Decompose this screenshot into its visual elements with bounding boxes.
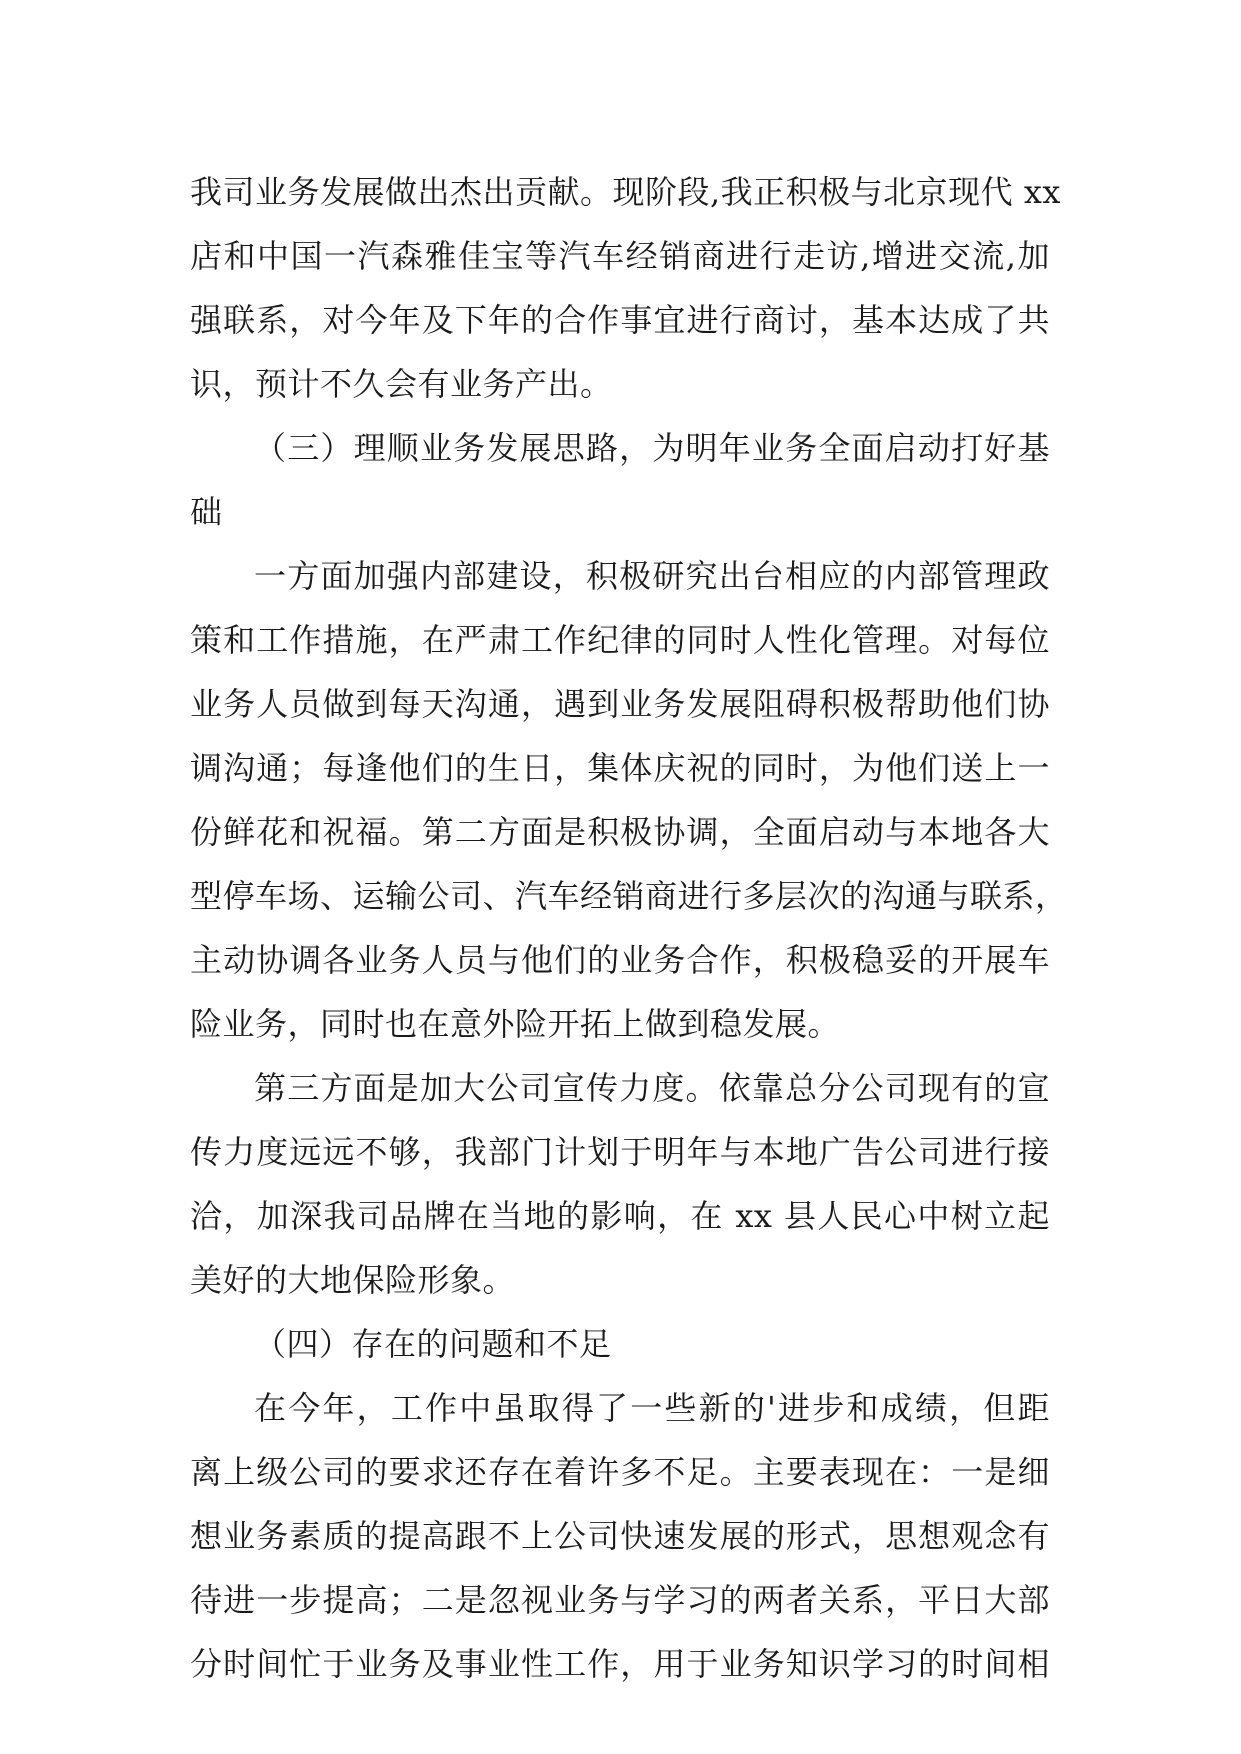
paragraph-line: 想业务素质的提高跟不上公司快速发展的形式，思想观念有 <box>190 1517 1050 1555</box>
paragraph-line: 主动协调各业务人员与他们的业务合作，积极稳妥的开展车 <box>190 941 1050 979</box>
paragraph-line: 在今年，工作中虽取得了一些新的'进步和成绩，但距 <box>254 1389 1050 1427</box>
paragraph-line: 型停车场、运输公司、汽车经销商进行多层次的沟通与联系， <box>190 877 1068 915</box>
paragraph-line: 强联系，对今年及下年的合作事宜进行商讨，基本达成了共 <box>190 301 1050 339</box>
paragraph-line: 调沟通；每逢他们的生日，集体庆祝的同时，为他们送上一 <box>190 749 1050 787</box>
paragraph-line: 店和中国一汽森雅佳宝等汽车经销商进行走访,增进交流,加 <box>190 237 1050 275</box>
document-body <box>190 160 1068 1696</box>
section-heading-line: 础 <box>190 493 223 531</box>
section-heading-line: （四）存在的问题和不足 <box>254 1325 612 1363</box>
paragraph-line: 美好的大地保险形象。 <box>190 1261 516 1299</box>
paragraph-line: 分时间忙于业务及事业性工作，用于业务知识学习的时间相 <box>190 1645 1050 1683</box>
paragraph-line: 洽，加深我司品牌在当地的影响，在 xx 县人民心中树立起 <box>190 1197 1050 1235</box>
paragraph-line: 传力度远远不够，我部门计划于明年与本地广告公司进行接 <box>190 1133 1050 1171</box>
paragraph-line: 第三方面是加大公司宣传力度。依靠总分公司现有的宣 <box>254 1069 1050 1107</box>
paragraph-line: 待进一步提高；二是忽视业务与学习的两者关系，平日大部 <box>190 1581 1050 1619</box>
paragraph-line: 一方面加强内部建设，积极研究出台相应的内部管理政 <box>254 557 1050 595</box>
section-heading-line: （三）理顺业务发展思路，为明年业务全面启动打好基 <box>254 429 1050 467</box>
paragraph-line: 我司业务发展做出杰出贡献。现阶段,我正积极与北京现代 xx <box>190 173 1061 211</box>
paragraph-line: 离上级公司的要求还存在着许多不足。主要表现在：一是细 <box>190 1453 1050 1491</box>
paragraph-line: 业务人员做到每天沟通，遇到业务发展阻碍积极帮助他们协 <box>190 685 1050 723</box>
paragraph-line: 份鲜花和祝福。第二方面是积极协调，全面启动与本地各大 <box>190 813 1050 851</box>
paragraph-line: 策和工作措施，在严肃工作纪律的同时人性化管理。对每位 <box>190 621 1050 659</box>
paragraph-line: 险业务，同时也在意外险开拓上做到稳发展。 <box>190 1005 841 1043</box>
paragraph-line: 识，预计不久会有业务产出。 <box>190 365 613 403</box>
